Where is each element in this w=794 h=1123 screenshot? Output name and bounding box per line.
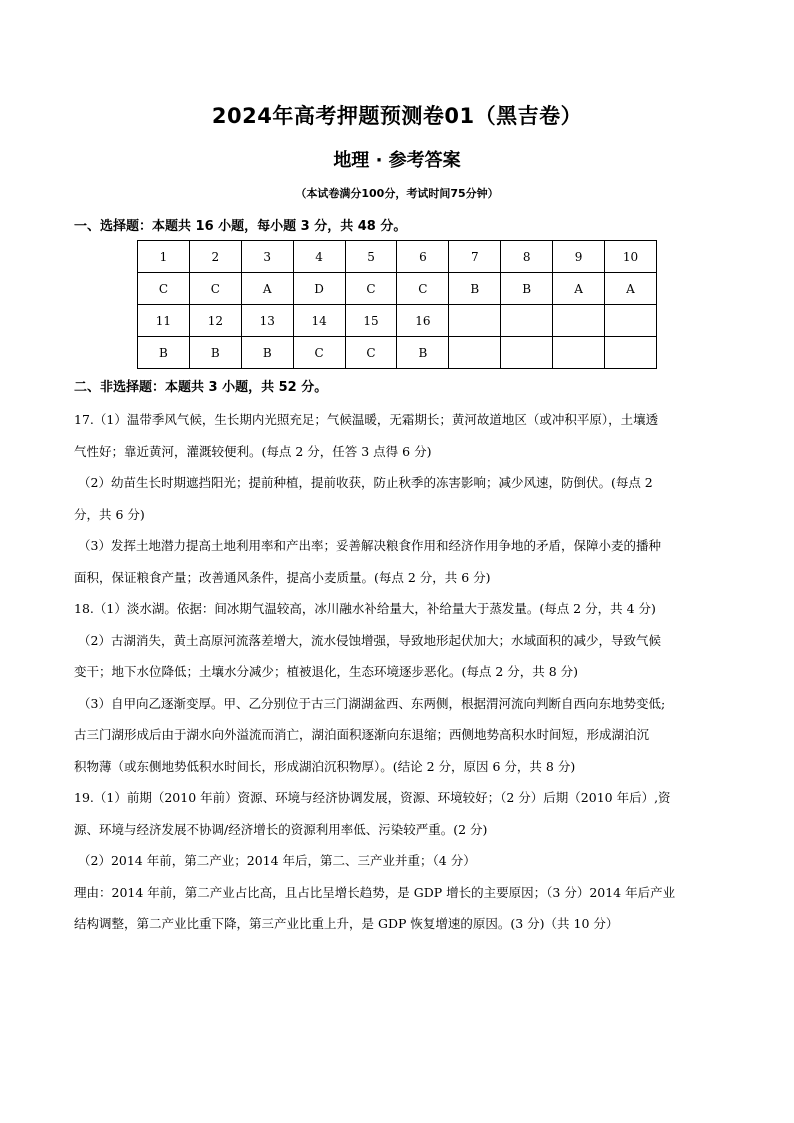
section-2-heading: 二、非选择题：本题共 3 小题，共 52 分。 bbox=[74, 380, 328, 395]
answer-line: 气性好；靠近黄河，灌溉较便利。(每点 2 分，任答 3 点得 6 分) bbox=[74, 443, 432, 459]
table-row bbox=[138, 241, 657, 273]
table-cell: 5 bbox=[345, 241, 397, 273]
table-cell: 6 bbox=[397, 241, 449, 273]
table-cell: 9 bbox=[553, 241, 605, 273]
table-cell: 2 bbox=[189, 241, 241, 273]
table-cell bbox=[605, 337, 657, 369]
table-cell: B bbox=[138, 337, 190, 369]
table-cell: B bbox=[449, 273, 501, 305]
table-cell bbox=[449, 337, 501, 369]
table-cell bbox=[501, 305, 553, 337]
table-cell: C bbox=[189, 273, 241, 305]
table-cell: 16 bbox=[397, 305, 449, 337]
answer-line: 结构调整，第二产业比重下降，第三产业比重上升，是 GDP 恢复增速的原因。(3 分)（共 10 分） bbox=[74, 916, 619, 931]
table-cell: A bbox=[241, 273, 293, 305]
answer-line: （2）古湖消失，黄土高原河流落差增大，流水侵蚀增强，导致地形起伏加大；水域面积的减少，导致气候 bbox=[78, 632, 661, 648]
answer-line: 分，共 6 分) bbox=[74, 506, 145, 522]
answer-line: 变干；地下水位降低；土壤水分减少；植被退化，生态环境逐步恶化。(每点 2 分，共 8 分) bbox=[74, 664, 579, 679]
answer-line: 古三门湖形成后由于湖水向外溢流而消亡，湖泊面积逐渐向东退缩；西侧地势高积水时间短，形成湖泊沉 bbox=[74, 727, 650, 742]
table-cell: C bbox=[138, 273, 190, 305]
table-cell bbox=[449, 305, 501, 337]
section-1-heading: 一、选择题：本题共 16 小题，每小题 3 分，共 48 分。 bbox=[74, 219, 407, 234]
table-cell: B bbox=[501, 273, 553, 305]
answer-line: 19.（1）前期（2010 年前）资源、环境与经济协调发展，资源、环境较好；（2 分）后期（2010 年后）,资 bbox=[74, 790, 671, 805]
table-row bbox=[138, 305, 657, 337]
table-cell: 7 bbox=[449, 241, 501, 273]
table-cell: 4 bbox=[293, 241, 345, 273]
table-cell: C bbox=[345, 337, 397, 369]
table-row bbox=[138, 337, 657, 369]
table-cell: 11 bbox=[138, 305, 190, 337]
answer-line: 理由：2014 年前，第二产业占比高，且占比呈增长趋势，是 GDP 增长的主要原因；（3 分）2014 年后产业 bbox=[74, 884, 676, 900]
table-cell: 13 bbox=[241, 305, 293, 337]
answer-line: 积物薄（或东侧地势低积水时间长，形成湖泊沉积物厚）。(结论 2 分，原因 6 分，共 8 分) bbox=[74, 758, 576, 774]
table-row bbox=[138, 273, 657, 305]
answer-table bbox=[137, 240, 657, 369]
table-cell: A bbox=[553, 273, 605, 305]
answer-line: （3）自甲向乙逐渐变厚。甲、乙分别位于古三门湖湖盆西、东两侧，根据渭河流向判断自西向东地势变低; bbox=[78, 695, 666, 711]
table-cell bbox=[605, 305, 657, 337]
answer-line: （3）发挥土地潜力提高土地利用率和产出率；妥善解决粮食作用和经济作用争地的矛盾，保障小麦的播种 bbox=[78, 538, 661, 553]
table-cell: C bbox=[293, 337, 345, 369]
table-cell bbox=[501, 337, 553, 369]
answer-line: 17.（1）温带季风气候，生长期内光照充足；气候温暖，无霜期长；黄河故道地区（或冲积平原），土壤透 bbox=[74, 412, 659, 427]
page-subtitle: 地理 · 参考答案 bbox=[333, 150, 461, 171]
table-cell: 10 bbox=[605, 241, 657, 273]
table-cell: 14 bbox=[293, 305, 345, 337]
table-cell: B bbox=[241, 337, 293, 369]
table-cell: 12 bbox=[189, 305, 241, 337]
table-cell: B bbox=[397, 337, 449, 369]
table-cell: 3 bbox=[241, 241, 293, 273]
answer-body bbox=[74, 404, 722, 940]
answer-line: 18.（1）淡水湖。依据：间冰期气温较高，冰川融水补给量大，补给量大于蒸发量。(每点 2 分，共 4 分) bbox=[74, 601, 656, 616]
table-cell bbox=[553, 305, 605, 337]
answer-line: （2）2014 年前，第二产业；2014 年后，第二、三产业并重；（4 分） bbox=[78, 853, 476, 868]
answer-line: 面积，保证粮食产量；改善通风条件，提高小麦质量。(每点 2 分，共 6 分) bbox=[74, 569, 491, 585]
answer-line: （2）幼苗生长时期遮挡阳光；提前种植，提前收获，防止秋季的冻害影响；减少风速，防倒伏。(每点 2 bbox=[78, 475, 653, 490]
table-cell bbox=[553, 337, 605, 369]
table-cell: A bbox=[605, 273, 657, 305]
page-title: 2024年高考押题预测卷01（黑吉卷） bbox=[211, 104, 583, 128]
table-cell: 8 bbox=[501, 241, 553, 273]
answer-line: 源、环境与经济发展不协调/经济增长的资源利用率低、污染较严重。(2 分) bbox=[74, 821, 488, 837]
table-cell: C bbox=[397, 273, 449, 305]
exam-note: （本试卷满分100分，考试时间75分钟） bbox=[295, 187, 499, 200]
table-cell: C bbox=[345, 273, 397, 305]
table-cell: D bbox=[293, 273, 345, 305]
table-cell: B bbox=[189, 337, 241, 369]
table-cell: 1 bbox=[138, 241, 190, 273]
table-cell: 15 bbox=[345, 305, 397, 337]
